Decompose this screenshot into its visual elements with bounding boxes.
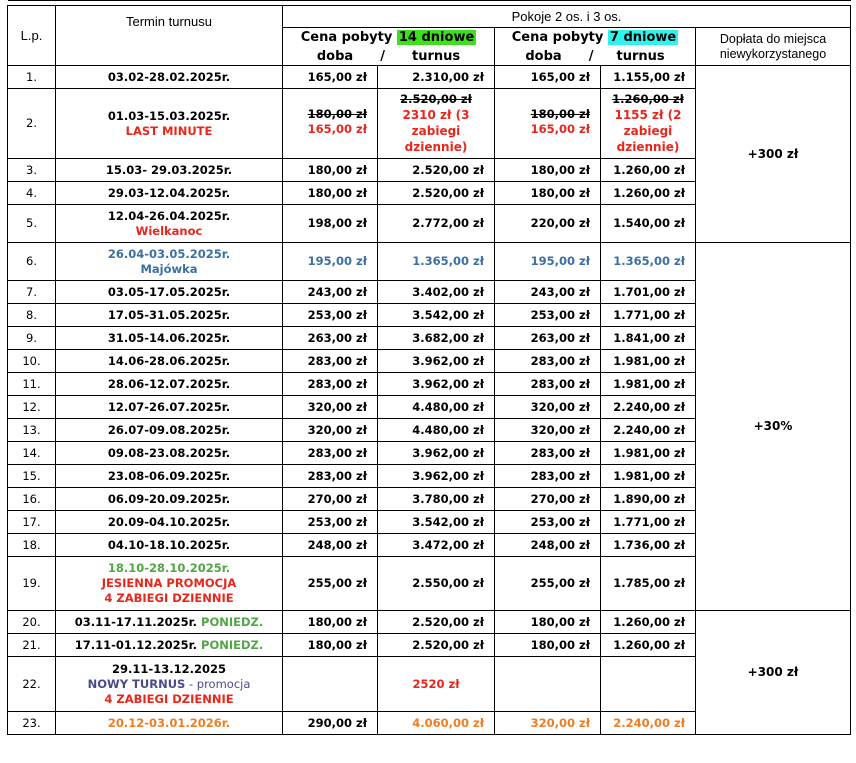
row-term-note-2: 4 ZABIEGI DZIENNIE	[104, 691, 234, 706]
row-lp: 5.	[8, 205, 56, 243]
header-turnus-7: turnus	[616, 48, 665, 64]
row-turnus-14: 2.520,00 zł	[378, 611, 495, 634]
row-lp: 23.	[8, 712, 56, 735]
row-term	[56, 205, 283, 243]
row-doba-7: 263,00 zł	[495, 327, 601, 350]
row-turnus-14: 4.060,00 zł	[378, 712, 495, 735]
row-term-dates: 29.11-13.12.2025	[112, 661, 226, 676]
row-term	[56, 634, 283, 657]
row-doba-7: 320,00 zł	[495, 419, 601, 442]
row-doba-7: 283,00 zł	[495, 465, 601, 488]
row-turnus-14: 2.520,00 zł	[378, 159, 495, 182]
row-doba-14: 255,00 zł	[283, 557, 378, 611]
row-lp: 13.	[8, 419, 56, 442]
row-turnus-7: 1.981,00 zł	[601, 373, 696, 396]
row-term-note: NOWY TURNUS	[87, 676, 186, 691]
row-turnus-7: 1.260,00 zł	[601, 634, 696, 657]
row-doba-14: 290,00 zł	[283, 712, 378, 735]
old-price: 2.520,00 zł	[400, 92, 472, 106]
row-turnus-7: 1.981,00 zł	[601, 442, 696, 465]
header-termin: Termin turnusu	[56, 6, 283, 66]
row-turnus-7: 1.981,00 zł	[601, 465, 696, 488]
row-lp: 21.	[8, 634, 56, 657]
row-doba-14: 165,00 zł	[283, 66, 378, 89]
row-lp: 19.	[8, 557, 56, 611]
row-lp: 22.	[8, 657, 56, 712]
row-term-dates: 03.11-17.11.2025r.	[74, 614, 198, 629]
row-turnus-7: 1.365,00 zł	[601, 243, 696, 281]
row-doba-14: 253,00 zł	[283, 304, 378, 327]
header-turnus-14: turnus	[412, 48, 461, 64]
row-turnus-14: 2.310,00 zł	[378, 66, 495, 89]
row-turnus-14: 3.780,00 zł	[378, 488, 495, 511]
row-lp: 2.	[8, 89, 56, 159]
row-term: 23.08-06.09.2025r.	[56, 465, 283, 488]
row-lp: 12.	[8, 396, 56, 419]
header-price-7-prefix: Cena pobyty	[511, 30, 604, 46]
row-lp: 18.	[8, 534, 56, 557]
row-turnus-14: 3.962,00 zł	[378, 442, 495, 465]
row-term-dates: 17.11-01.12.2025r.	[74, 637, 198, 652]
row-doba-14: 270,00 zł	[283, 488, 378, 511]
row-doba-7: 270,00 zł	[495, 488, 601, 511]
row-doba-7: 253,00 zł	[495, 304, 601, 327]
row-doba-7: 320,00 zł	[495, 712, 601, 735]
row-doba-7: 165,00 zł	[495, 66, 601, 89]
row-lp: 3.	[8, 159, 56, 182]
row-turnus-7: 1.540,00 zł	[601, 205, 696, 243]
row-turnus-14: 3.682,00 zł	[378, 327, 495, 350]
row-turnus-14: 3.472,00 zł	[378, 534, 495, 557]
row-turnus-7: 1.981,00 zł	[601, 350, 696, 373]
price-table	[7, 0, 851, 735]
row-term: 28.06-12.07.2025r.	[56, 373, 283, 396]
row-term	[56, 89, 283, 159]
row-turnus-7	[601, 657, 696, 712]
row-doba-7: 248,00 zł	[495, 534, 601, 557]
row-term: 20.09-04.10.2025r.	[56, 511, 283, 534]
row-doba-7: 283,00 zł	[495, 373, 601, 396]
row-term: 04.10-18.10.2025r.	[56, 534, 283, 557]
row-turnus-14: 3.962,00 zł	[378, 350, 495, 373]
row-term: 20.12-03.01.2026r.	[56, 712, 283, 735]
row-lp: 17.	[8, 511, 56, 534]
new-price: 165,00 zł	[530, 122, 590, 136]
row-turnus-14: 4.480,00 zł	[378, 396, 495, 419]
row-term	[56, 611, 283, 634]
row-doba-7: 180,00 zł	[495, 611, 601, 634]
row-doba-14: 263,00 zł	[283, 327, 378, 350]
row-lp: 6.	[8, 243, 56, 281]
row-lp: 20.	[8, 611, 56, 634]
row-turnus-14: 3.962,00 zł	[378, 373, 495, 396]
row-turnus-14	[378, 89, 495, 159]
row-term-note: Wielkanoc	[135, 223, 203, 238]
row-term: 03.02-28.02.2025r.	[56, 66, 283, 89]
row-lp: 10.	[8, 350, 56, 373]
header-price-7-highlight: 7 dniowe	[609, 30, 677, 46]
row-doba-14: 283,00 zł	[283, 442, 378, 465]
header-lp: L.p.	[8, 6, 56, 66]
row-doba-14: 195,00 zł	[283, 243, 378, 281]
row-term: 03.05-17.05.2025r.	[56, 281, 283, 304]
row-doba-7: 320,00 zł	[495, 396, 601, 419]
row-turnus-14: 2520 zł	[378, 657, 495, 712]
surcharge-group-1: +300 zł	[696, 66, 851, 243]
surcharge-group-2: +30%	[696, 243, 851, 611]
row-doba-14: 180,00 zł	[283, 611, 378, 634]
row-turnus-7: 2.240,00 zł	[601, 419, 696, 442]
row-doba-14	[283, 89, 378, 159]
row-term: 14.06-28.06.2025r.	[56, 350, 283, 373]
row-term: 29.03-12.04.2025r.	[56, 182, 283, 205]
row-doba-14: 283,00 zł	[283, 465, 378, 488]
row-term-dates: 01.03-15.03.2025r.	[107, 108, 231, 123]
row-doba-7: 180,00 zł	[495, 182, 601, 205]
row-term	[56, 657, 283, 712]
row-doba-7: 255,00 zł	[495, 557, 601, 611]
header-doba-7: doba	[525, 48, 562, 64]
table-row	[8, 66, 851, 89]
row-doba-14: 253,00 zł	[283, 511, 378, 534]
row-doba-7: 195,00 zł	[495, 243, 601, 281]
row-term	[56, 557, 283, 611]
row-lp: 15.	[8, 465, 56, 488]
row-term-promo: - promocja	[185, 676, 251, 691]
row-turnus-14: 1.365,00 zł	[378, 243, 495, 281]
row-lp: 16.	[8, 488, 56, 511]
row-turnus-14: 3.542,00 zł	[378, 511, 495, 534]
row-term-dates: 12.04-26.04.2025r.	[107, 208, 231, 223]
row-turnus-7: 1.771,00 zł	[601, 304, 696, 327]
row-turnus-7: 1.890,00 zł	[601, 488, 696, 511]
row-doba-7: 220,00 zł	[495, 205, 601, 243]
row-turnus-7: 1.260,00 zł	[601, 182, 696, 205]
new-price: 165,00 zł	[307, 122, 367, 136]
row-doba-14: 283,00 zł	[283, 350, 378, 373]
row-lp: 14.	[8, 442, 56, 465]
row-doba-14: 198,00 zł	[283, 205, 378, 243]
row-turnus-14: 2.520,00 zł	[378, 634, 495, 657]
row-turnus-7: 1.260,00 zł	[601, 611, 696, 634]
row-term-dates: 26.04-03.05.2025r.	[107, 246, 231, 261]
header-doba-turnus-7	[495, 48, 696, 66]
new-price: 1155 zł (2 zabiegi dziennie)	[614, 108, 682, 154]
row-term: 31.05-14.06.2025r.	[56, 327, 283, 350]
new-price: 2310 zł (3 zabiegi dziennie)	[402, 108, 470, 154]
row-doba-7: 283,00 zł	[495, 350, 601, 373]
row-doba-7: 253,00 zł	[495, 511, 601, 534]
old-price: 180,00 zł	[530, 107, 590, 121]
row-doba-14: 180,00 zł	[283, 159, 378, 182]
header-doba-turnus-14	[283, 48, 495, 66]
row-turnus-7: 1.155,00 zł	[601, 66, 696, 89]
header-price-7	[495, 28, 696, 48]
row-doba-14: 320,00 zł	[283, 419, 378, 442]
row-term-note: LAST MINUTE	[125, 123, 213, 138]
row-turnus-7: 2.240,00 zł	[601, 396, 696, 419]
row-turnus-7: 1.701,00 zł	[601, 281, 696, 304]
row-lp: 4.	[8, 182, 56, 205]
old-price: 1.260,00 zł	[612, 92, 684, 106]
header-slash-14: /	[380, 48, 385, 64]
row-turnus-7: 1.771,00 zł	[601, 511, 696, 534]
row-lp: 8.	[8, 304, 56, 327]
row-turnus-14: 4.480,00 zł	[378, 419, 495, 442]
row-term-dates: 18.10-28.10.2025r.	[107, 561, 231, 575]
row-term-note: Majówka	[140, 261, 198, 276]
row-term: 06.09-20.09.2025r.	[56, 488, 283, 511]
row-doba-14: 320,00 zł	[283, 396, 378, 419]
row-doba-7: 283,00 zł	[495, 442, 601, 465]
row-doba-7: 243,00 zł	[495, 281, 601, 304]
row-doba-14: 283,00 zł	[283, 373, 378, 396]
table-row	[8, 611, 851, 634]
row-turnus-7: 1.736,00 zł	[601, 534, 696, 557]
row-doba-7	[495, 89, 601, 159]
old-price: 180,00 zł	[307, 107, 367, 121]
row-turnus-7: 1.260,00 zł	[601, 159, 696, 182]
header-surcharge: Dopłata do miejsca niewykorzystanego	[696, 28, 851, 66]
row-term-note: JESIENNA PROMOCJA	[101, 576, 237, 590]
row-turnus-14: 3.402,00 zł	[378, 281, 495, 304]
row-term: 12.07-26.07.2025r.	[56, 396, 283, 419]
row-turnus-14: 3.542,00 zł	[378, 304, 495, 327]
row-doba-14: 180,00 zł	[283, 182, 378, 205]
row-term: 17.05-31.05.2025r.	[56, 304, 283, 327]
row-turnus-7: 1.785,00 zł	[601, 557, 696, 611]
header-price-14	[283, 28, 495, 48]
row-doba-7	[495, 657, 601, 712]
table-row	[8, 243, 851, 281]
row-turnus-7: 2.240,00 zł	[601, 712, 696, 735]
row-doba-14: 248,00 zł	[283, 534, 378, 557]
row-lp: 1.	[8, 66, 56, 89]
surcharge-group-3: +300 zł	[696, 611, 851, 735]
row-doba-14: 180,00 zł	[283, 634, 378, 657]
header-rooms: Pokoje 2 os. i 3 os.	[283, 6, 851, 28]
header-price-14-prefix: Cena pobyty	[300, 30, 393, 46]
row-term: 26.07-09.08.2025r.	[56, 419, 283, 442]
row-doba-7: 180,00 zł	[495, 159, 601, 182]
row-doba-14	[283, 657, 378, 712]
row-turnus-14: 2.550,00 zł	[378, 557, 495, 611]
header-price-14-highlight: 14 dniowe	[398, 30, 475, 46]
row-term-note: PONIEDZ.	[201, 637, 264, 652]
row-term-note-2: 4 ZABIEGI DZIENNIE	[104, 591, 234, 605]
row-turnus-14: 2.772,00 zł	[378, 205, 495, 243]
header-doba-14: doba	[316, 48, 354, 64]
row-lp: 11.	[8, 373, 56, 396]
row-term-note: PONIEDZ.	[201, 614, 264, 629]
row-doba-7: 180,00 zł	[495, 634, 601, 657]
row-term: 15.03- 29.03.2025r.	[56, 159, 283, 182]
row-term	[56, 243, 283, 281]
header-slash-7: /	[588, 48, 594, 64]
row-turnus-7: 1.841,00 zł	[601, 327, 696, 350]
row-turnus-14: 3.962,00 zł	[378, 465, 495, 488]
row-doba-14: 243,00 zł	[283, 281, 378, 304]
row-turnus-14: 2.520,00 zł	[378, 182, 495, 205]
price-table-wrapper	[7, 0, 851, 735]
row-lp: 9.	[8, 327, 56, 350]
row-turnus-7	[601, 89, 696, 159]
row-term: 09.08-23.08.2025r.	[56, 442, 283, 465]
row-lp: 7.	[8, 281, 56, 304]
